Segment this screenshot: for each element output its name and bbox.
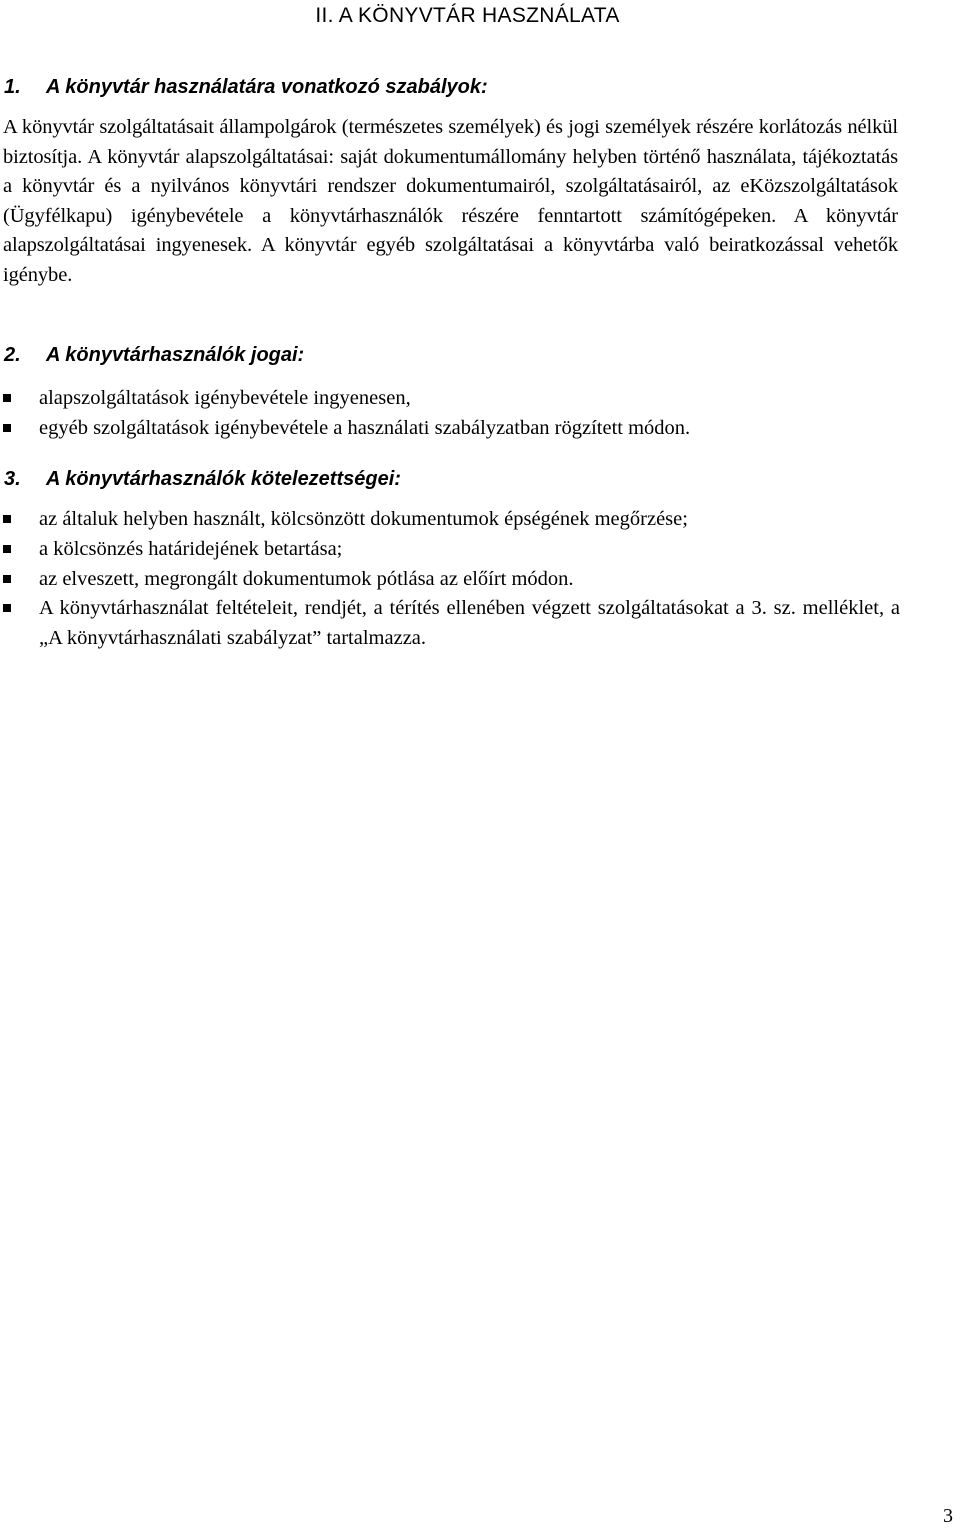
section-heading-obligations	[4, 467, 401, 491]
square-bullet-icon	[3, 604, 11, 612]
section-number: 3.	[4, 468, 21, 490]
section-title: A könyvtárhasználók jogai:	[46, 344, 305, 366]
section-heading-rights	[4, 343, 304, 367]
list-item	[0, 565, 900, 595]
square-bullet-icon	[3, 575, 11, 583]
section-heading-rules	[4, 75, 488, 99]
rights-list	[0, 384, 900, 444]
section-number: 2.	[4, 344, 21, 366]
list-item-text: A könyvtárhasználat feltételeit, rendjét, a térítés ellenében végzett szolgáltatásokat a 3. sz. melléklet, a „A könyvtárhasználati szabályzat” tartalmazza.	[39, 597, 900, 650]
list-item	[0, 594, 900, 654]
page-number: 3	[943, 1505, 953, 1527]
square-bullet-icon	[3, 515, 11, 523]
section-title: A könyvtárhasználók kötelezettségei:	[46, 468, 401, 490]
square-bullet-icon	[3, 545, 11, 553]
section-title: A könyvtár használatára vonatkozó szabályok:	[46, 76, 488, 98]
square-bullet-icon	[3, 424, 11, 432]
square-bullet-icon	[3, 394, 11, 402]
section-number: 1.	[4, 76, 21, 98]
list-item	[0, 414, 900, 444]
rules-paragraph: A könyvtár szolgáltatásait állampolgárok (természetes személyek) és jogi személyek részére korlátozás nélkül biztosítja. A könyvtár alapszolgáltatásai: saját dokumentumállomány helyben történő használata, tájékoztatás a könyvtár és a nyilvános könyvtári rendszer dokumentumairól, szolgáltatásairól, az eKözszolgáltatások (Ügyfélkapu) igénybevétele a könyvtárhasználók részére fenntartott számítógépeken. A könyvtár alapszolgáltatásai ingyenesek. A könyvtár egyéb szolgáltatásai a könyvtárba való beiratkozással vehetők igénybe.	[3, 116, 898, 286]
list-item	[0, 535, 900, 565]
list-item-text: az elveszett, megrongált dokumentumok pótlása az előírt módon.	[39, 567, 574, 590]
list-item-text: az általuk helyben használt, kölcsönzött dokumentumok épségének megőrzése;	[39, 508, 688, 530]
obligations-list	[0, 505, 900, 654]
list-item-text: a kölcsönzés határidejének betartása;	[39, 537, 343, 560]
list-item-text: egyéb szolgáltatások igénybevétele a használati szabályzatban rögzített módon.	[39, 416, 691, 439]
page-title: II. A KÖNYVTÁR HASZNÁLATA	[315, 4, 620, 27]
list-item	[0, 384, 900, 414]
list-item	[0, 505, 900, 535]
list-item-text: alapszolgáltatások igénybevétele ingyenesen,	[39, 387, 411, 409]
